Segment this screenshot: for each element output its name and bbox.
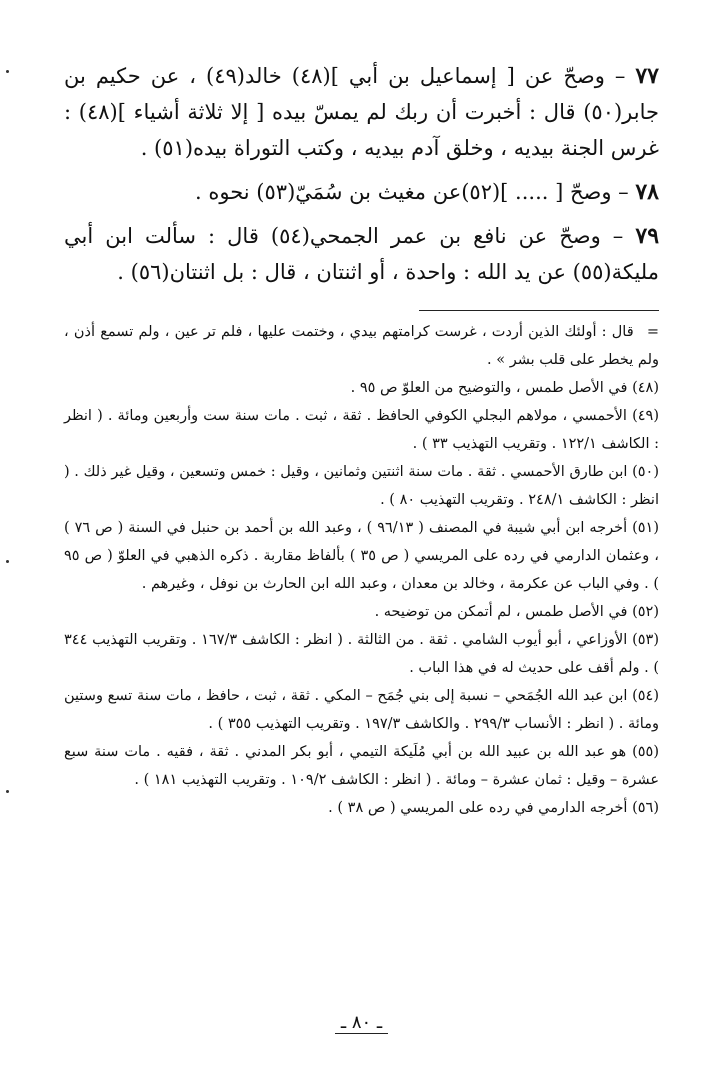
footnote-number: (٥٢) <box>632 604 659 620</box>
footnote-text: في الأصل طمس ، والتوضيح من العلوّ ص ٩٥ . <box>350 380 628 396</box>
footnote-number: (٤٨) <box>632 380 659 396</box>
footnote-51 <box>64 514 659 598</box>
footnote-number: (٥٤) <box>632 688 659 704</box>
footnote-55 <box>64 738 659 794</box>
footnote-number: (٥١) <box>632 520 660 536</box>
margin-mark <box>6 560 9 563</box>
footnote-text: في الأصل طمس ، لم أتمكن من توضيحه . <box>374 604 628 620</box>
margin-mark <box>6 70 9 73</box>
paragraph-text: – وصحّ عن [ إسماعيل بن أبي ](٤٨) خالد(٤٩) ، عن حكيم بن جابر(٥٠) قال : أخبرت أن ربك لم يمسّ بيده [ إلا ثلاثة أشياء ](٤٨) : غرس الجنة بيديه ، وخلق آدم بيديه ، وكتب التوراة بيده(٥١) . <box>64 64 659 160</box>
main-text <box>64 58 659 298</box>
footnote-text: ابن عبد الله الجُمَحي – نسبة إلى بني جُمَح – المكي . ثقة ، ثبت ، حافظ ، مات سنة تسع وستين ومائة . ( انظر : الأنساب ٢٩٩/٣ . والكاشف ١٩٧/٣ . وتقريب التهذيب ٣٥٥ ) . <box>64 688 659 732</box>
footnote-text: الأحمسي ، مولاهم البجلي الكوفي الحافظ . ثقة ، ثبت . مات سنة ست وأربعين ومائة . ( انظر : الكاشف ١٢٢/١ . وتقريب التهذيب ٣٣ ) . <box>64 408 659 452</box>
footnote-number: (٤٩) <box>632 408 659 424</box>
footnote-number: (٥٦) <box>632 800 659 816</box>
footnote-text: ابن طارق الأحمسي . ثقة . مات سنة اثنتين وثمانين ، وقيل : خمس وتسعين ، وقيل غير ذلك . ( انظر : الكاشف ٢٤٨/١ . وتقريب التهذيب ٨٠ ) . <box>64 464 659 508</box>
footnote-text: الأوزاعي ، أبو أيوب الشامي . ثقة . من الثالثة . ( انظر : الكاشف ١٦٧/٣ . وتقريب التهذيب ٣٤٤ ) . ولم أقف على حديث له في هذا الباب . <box>64 632 659 676</box>
footnote-53 <box>64 626 659 682</box>
paragraph-number: ٧٧ <box>635 63 659 89</box>
paragraph-79 <box>64 218 659 290</box>
footnote-text: هو عبد الله بن عبيد الله بن أبي مُلَيكة التيمي ، أبو بكر المدني . ثقة ، فقيه . مات سنة سبع عشرة – وقيل : ثمان عشرة – ومائة . ( انظر : الكاشف ١٠٩/٢ . وتقريب التهذيب ١٨١ ) . <box>64 744 659 788</box>
footnote-number: (٥٥) <box>632 744 659 760</box>
paragraph-number: ٧٨ <box>635 179 659 205</box>
footnote-number: (٥٠) <box>632 464 659 480</box>
paragraph-78 <box>64 174 659 210</box>
footnote-text: قال : أولئك الذين أردت ، غرست كرامتهم بيدي ، وختمت عليها ، فلم تر عين ، ولم تسمع أذن ، ولم يخطر على قلب بشر » . <box>64 324 659 368</box>
footnote-number: = <box>646 324 660 340</box>
footnote-48 <box>64 374 659 402</box>
footnote-54 <box>64 682 659 738</box>
margin-mark <box>6 790 9 793</box>
paragraph-number: ٧٩ <box>635 223 660 249</box>
footnote-text: أخرجه ابن أبي شيبة في المصنف ( ٩٦/١٣ ) ، وعبد الله بن أحمد بن حنبل في السنة ( ص ٧٦ ) ، وعثمان الدارمي في رده على المريسي ( ص ٣٥ ) بألفاظ مقاربة . ذكره الذهبي في العلوّ ( ص ٩٥ ) . وفي الباب عن عكرمة ، وخالد بن معدان ، وعبد الله ابن الحارث بن نوفل ، وغيرهم . <box>64 520 659 592</box>
footnote-50 <box>64 458 659 514</box>
page-number-area <box>0 1012 723 1033</box>
paragraph-text: – وصحّ عن نافع بن عمر الجمحي(٥٤) قال : سألت ابن أبي مليكة(٥٥) عن يد الله : واحدة ، أو اثنتان ، قال : بل اثنتان(٥٦) . <box>64 224 659 284</box>
paragraph-77 <box>64 58 659 166</box>
paragraph-text: – وصحّ [ ..... ](٥٢)عن مغيث بن سُمَيّ(٥٣) نحوه . <box>195 180 636 204</box>
footnote-divider <box>419 310 659 311</box>
footnote-49 <box>64 402 659 458</box>
footnotes <box>64 318 659 822</box>
page-number: ـ ٨٠ ـ <box>335 1012 388 1034</box>
footnote-text: أخرجه الدارمي في رده على المريسي ( ص ٣٨ ) . <box>328 800 628 816</box>
footnote-number: (٥٣) <box>632 632 660 648</box>
footnote-continued <box>64 318 659 374</box>
footnote-52 <box>64 598 659 626</box>
footnote-56 <box>64 794 659 822</box>
